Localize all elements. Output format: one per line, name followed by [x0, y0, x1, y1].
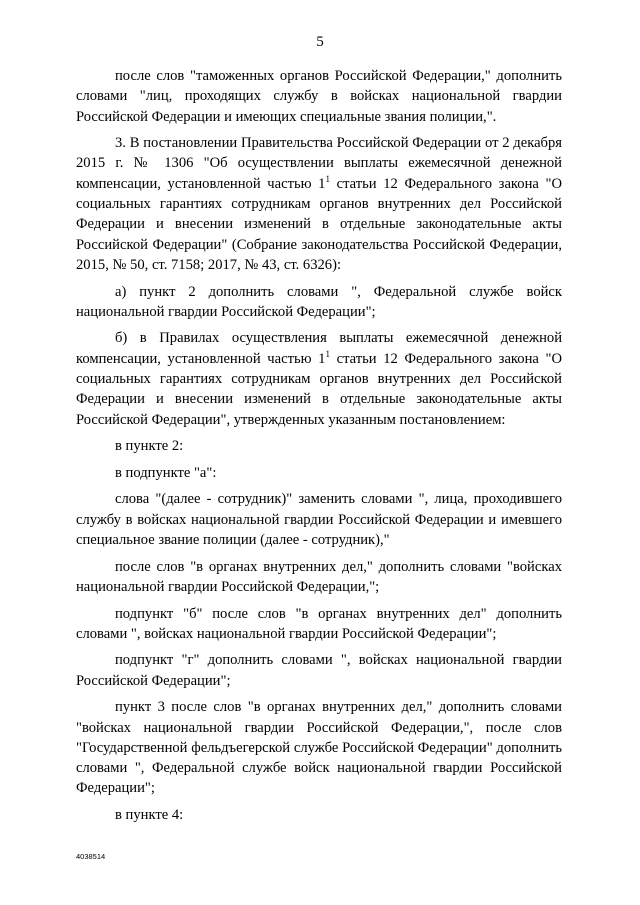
paragraph-1: после слов "таможенных органов Российской Федерации," дополнить словами "лиц, проходящих службу в войсках национальной гвардии Российской Федерации и имеющих специальные звания полиции,". [76, 68, 562, 125]
paragraph-6: в подпункте "а": [115, 464, 217, 481]
paragraph-5: в пункте 2: [115, 438, 184, 455]
paragraph-2 [76, 133, 562, 275]
paragraph-4-text-a: б) в Правилах осуществления выплаты ежемесячной денежной компенсации, установленной частью 1 [76, 330, 562, 367]
paragraph-11: пункт 3 после слов "в органах внутренних дел," дополнить словами "войсках национальной гвардии Российской Федерации,", после слов "Государственной фельдъегерской службе Российской Федерации" дополнить словами ", Федеральной службе войск национальной гвардии Российской Федерации"; [76, 699, 562, 797]
paragraph-4-text-b: статьи 12 Федерального закона "О социальных гарантиях сотрудникам органов внутренних дел Российской Федерации и внесении изменений в отдельные законодательные акты Российской Федерации", утвержденных указанным постановлением: [76, 350, 562, 428]
paragraph-4 [76, 328, 562, 429]
superscript: 1 [325, 348, 330, 359]
paragraph-8: после слов "в органах внутренних дел," дополнить словами "войсках национальной гвардии Российской Федерации,"; [76, 558, 562, 595]
page-number: 5 [316, 34, 324, 50]
superscript: 1 [325, 173, 330, 184]
paragraph-2-text-b: статьи 12 Федерального закона "О социальных гарантиях сотрудникам органов внутренних дел Российской Федерации и внесении изменений в отдельные законодательные акты Российской Федерации" (Собрание законодательства Российской Федерации, 2015, № 50, ст. 7158; 2017, № 43, ст. 6326): [76, 175, 562, 273]
paragraph-7: слова "(далее - сотрудник)" заменить словами ", лица, проходившего службу в войсках национальной гвардии Российской Федерации и имевшего специальное звание полиции (далее - сотрудник)," [76, 491, 562, 549]
paragraph-2-text-a: 3. В постановлении Правительства Российской Федерации от 2 декабря 2015 г. № 1306 "Об осуществлении выплаты ежемесячной денежной компенсации, установленной частью 1 [76, 135, 562, 192]
paragraph-10: подпункт "г" дополнить словами ", войсках национальной гвардии Российской Федерации"; [76, 652, 562, 689]
paragraph-12: в пункте 4: [115, 807, 184, 824]
paragraph-3: а) пункт 2 дополнить словами ", Федеральной службе войск национальной гвардии Российской Федерации"; [76, 283, 562, 320]
document-id: 4038514 [76, 852, 106, 861]
document-body [76, 66, 562, 832]
paragraph-9: подпункт "б" после слов "в органах внутренних дел" дополнить словами ", войсках национальной гвардии Российской Федерации"; [76, 605, 562, 642]
